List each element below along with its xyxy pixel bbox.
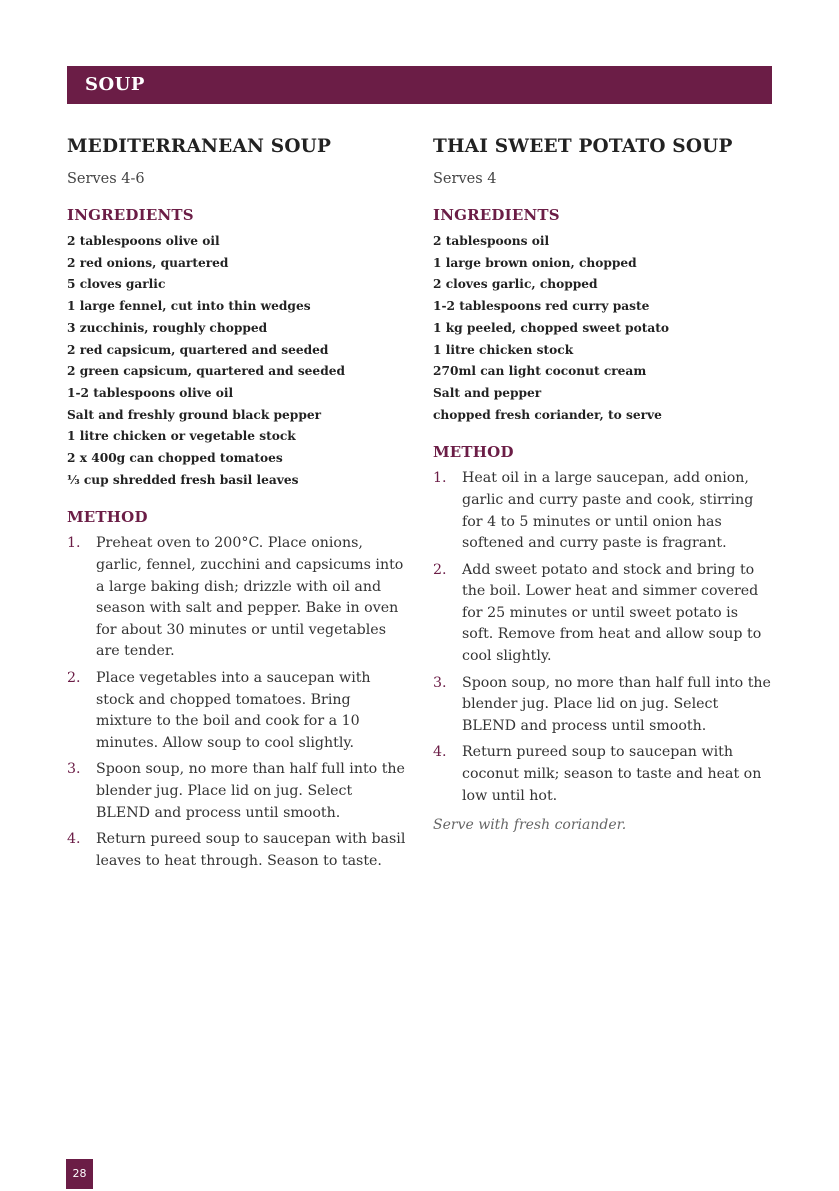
ingredient-item: 1 kg peeled, chopped sweet potato: [433, 320, 669, 335]
method-step: [433, 560, 773, 668]
method-list: [433, 468, 773, 807]
ingredient-item: 2 red onions, quartered: [67, 255, 229, 270]
ingredient-item: 2 tablespoons oil: [433, 234, 550, 248]
recipe-title: THAI SWEET POTATO SOUP: [433, 136, 733, 157]
step-number: 2.: [67, 670, 81, 686]
method-step: [67, 759, 407, 824]
step-number: 3.: [433, 674, 447, 691]
method-heading: METHOD: [67, 508, 148, 527]
ingredient-item: 1 litre chicken stock: [433, 342, 574, 357]
recipe-thai-sweet-potato-soup: [433, 134, 773, 847]
ingredient-item: 1 litre chicken or vegetable stock: [67, 429, 296, 444]
recipe-serves: Serves 4-6: [67, 171, 145, 187]
ingredient-item: 1 large brown onion, chopped: [433, 255, 637, 270]
ingredient-item: 2 tablespoons olive oil: [67, 234, 220, 248]
section-banner: [67, 66, 772, 104]
page-number: [66, 1159, 93, 1189]
method-heading: METHOD: [433, 443, 514, 462]
ingredients-list: [67, 231, 407, 491]
step-number: 2.: [433, 561, 447, 578]
ingredients-heading: INGREDIENTS: [433, 206, 560, 224]
ingredient-item: ⅓ cup shredded fresh basil leaves: [67, 472, 299, 487]
page-number-label: 28: [72, 1167, 87, 1180]
recipe-serves: Serves 4: [433, 171, 497, 187]
ingredient-item: 5 cloves garlic: [67, 277, 166, 292]
method-step: [67, 668, 407, 754]
ingredient-item: 1-2 tablespoons red curry paste: [433, 299, 650, 314]
ingredient-item: 1-2 tablespoons olive oil: [67, 385, 234, 400]
method-step: [433, 742, 773, 807]
step-number: 1.: [67, 535, 81, 552]
ingredient-item: 3 zucchinis, roughly chopped: [67, 320, 268, 335]
ingredient-item: 2 green capsicum, quartered and seeded: [67, 364, 345, 379]
recipe-mediterranean-soup: [67, 134, 407, 877]
ingredient-item: chopped fresh coriander, to serve: [433, 407, 662, 422]
recipe-title: MEDITERRANEAN SOUP: [67, 136, 332, 157]
step-text: Spoon soup, no more than half full into the blender jug. Place lid on jug. Select BLEND and process until smooth.: [462, 674, 771, 734]
ingredient-item: 1 large fennel, cut into thin wedges: [67, 299, 311, 314]
ingredient-item: 2 cloves garlic, chopped: [433, 277, 598, 292]
step-number: 4.: [433, 744, 447, 761]
step-number: 1.: [433, 470, 447, 487]
ingredients-heading: INGREDIENTS: [67, 206, 194, 224]
method-list: [67, 533, 407, 872]
ingredient-item: Salt and freshly ground black pepper: [67, 407, 322, 422]
step-text: Add sweet potato and stock and bring to the boil. Lower heat and simmer covered for 25 minutes or until sweet potato is soft. Remove from heat and allow soup to cool slightly.: [462, 561, 762, 665]
ingredient-item: Salt and pepper: [433, 385, 542, 400]
ingredients-list: [433, 231, 773, 426]
ingredient-item: 2 red capsicum, quartered and seeded: [67, 342, 329, 357]
ingredient-item: 2 x 400g can chopped tomatoes: [67, 451, 283, 466]
section-title: SOUP: [85, 74, 145, 95]
step-text: Return pureed soup to saucepan with basil leaves to heat through. Season to taste.: [96, 831, 406, 869]
step-text: Heat oil in a large saucepan, add onion, garlic and curry paste and cook, stirring for 4 to 5 minutes or until onion has softened and curry paste is fragrant.: [462, 470, 754, 552]
step-text: Place vegetables into a saucepan with stock and chopped tomatoes. Bring mixture to the boil and cook for a 10 minutes. Allow soup to cool slightly.: [96, 670, 371, 751]
method-step: [67, 533, 407, 663]
method-step: [433, 673, 773, 738]
serving-note: Serve with fresh coriander.: [433, 817, 627, 834]
step-text: Return pureed soup to saucepan with coconut milk; season to taste and heat on low until hot.: [462, 744, 762, 804]
step-text: Preheat oven to 200°C. Place onions, garlic, fennel, zucchini and capsicums into a large baking dish; drizzle with oil and season with salt and pepper. Bake in oven for about 30 minutes or until vegetables are tender.: [96, 535, 404, 660]
step-number: 3.: [67, 761, 81, 778]
ingredient-item: 270ml can light coconut cream: [433, 364, 647, 379]
step-number: 4.: [67, 831, 81, 848]
step-text: Spoon soup, no more than half full into the blender jug. Place lid on jug. Select BLEND and process until smooth.: [96, 761, 405, 821]
method-step: [433, 468, 773, 554]
method-step: [67, 829, 407, 872]
